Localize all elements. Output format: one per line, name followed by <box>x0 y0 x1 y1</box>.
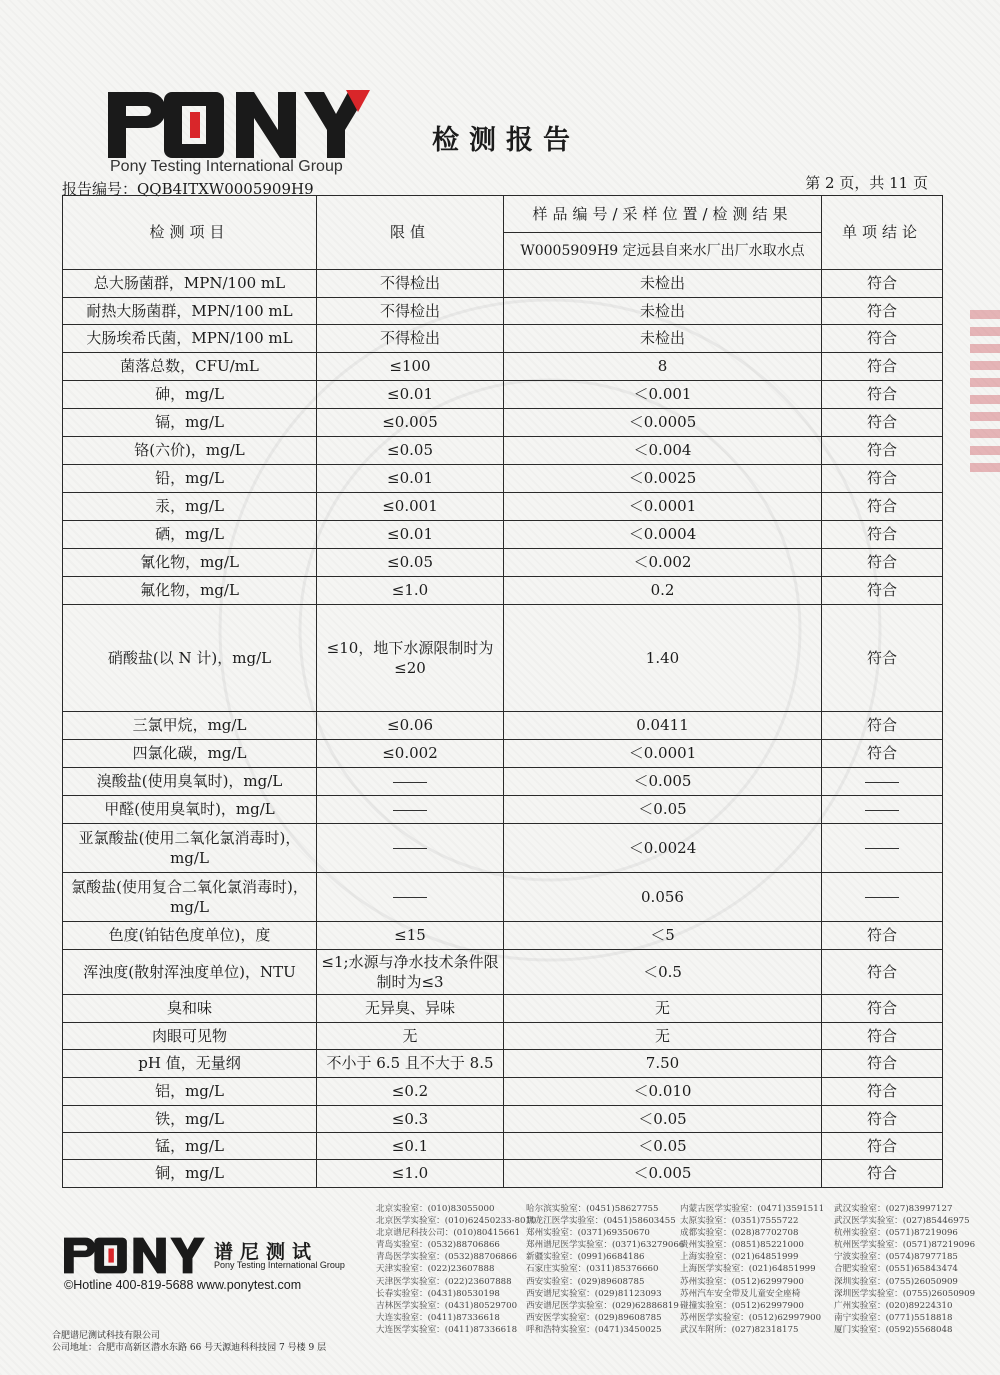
table-row <box>63 549 943 577</box>
cell-conclusion: 符合 <box>822 950 943 995</box>
lab-entry: 武汉医学实验室：(027)85446975 <box>834 1216 970 1227</box>
results-table <box>62 195 943 1188</box>
lab-entry: 碰撞实验室：(0512)62997900 <box>680 1300 804 1311</box>
col-header-conclusion: 单项结论 <box>822 196 943 270</box>
cell-conclusion <box>822 873 943 922</box>
table-row <box>63 922 943 950</box>
cell-result: ＜0.05 <box>504 1133 822 1160</box>
cell-result: ＜0.001 <box>504 381 822 409</box>
lab-entry: 杭州实验室：(0571)87219096 <box>834 1228 958 1239</box>
table-row <box>63 605 943 712</box>
empty-dash <box>865 810 899 811</box>
results-table-body <box>63 270 943 1188</box>
table-row <box>63 353 943 381</box>
cell-conclusion: 符合 <box>822 712 943 740</box>
lab-list-3 <box>680 1203 824 1336</box>
empty-dash <box>393 810 427 811</box>
lab-entry: 北京医学实验室：(010)62450233-8010 <box>376 1216 537 1227</box>
empty-dash <box>865 848 899 849</box>
cell-conclusion: 符合 <box>822 1078 943 1106</box>
company-name: 合肥谱尼测试科技有限公司 <box>52 1331 161 1341</box>
col-header-limit: 限值 <box>317 196 504 270</box>
table-row <box>63 796 943 824</box>
cell-result: 1.40 <box>504 605 822 712</box>
table-row <box>63 1078 943 1106</box>
lab-entry: 大连医学实验室：(0411)87336618 <box>376 1324 518 1335</box>
cell-limit: 无 <box>317 1023 504 1050</box>
cell-item: 耐热大肠菌群，MPN/100 mL <box>63 298 317 325</box>
cell-item: 氯酸盐(使用复合二氧化氯消毒时)，mg/L <box>63 873 317 922</box>
cell-conclusion: 符合 <box>822 549 943 577</box>
cell-conclusion <box>822 824 943 873</box>
cell-item: 臭和味 <box>63 995 317 1023</box>
cell-conclusion: 符合 <box>822 270 943 298</box>
cell-item: 铁，mg/L <box>63 1106 317 1133</box>
lab-entry: 深圳医学实验室：(0755)26050909 <box>834 1288 976 1299</box>
cell-conclusion: 符合 <box>822 1160 943 1188</box>
cell-item: 色度(铂钴色度单位)，度 <box>63 922 317 950</box>
page-number: 第 2 页，共 11 页 <box>805 174 928 192</box>
cell-limit: ≤0.06 <box>317 712 504 740</box>
cell-conclusion: 符合 <box>822 1106 943 1133</box>
lab-entry: 青岛医学实验室：(0532)88706866 <box>376 1252 518 1263</box>
cell-conclusion: 符合 <box>822 605 943 712</box>
table-row <box>63 1160 943 1188</box>
pony-logo <box>108 88 370 160</box>
cell-limit: ≤0.002 <box>317 740 504 768</box>
brand-subtitle: Pony Testing International Group <box>110 158 343 175</box>
cell-result: 无 <box>504 995 822 1023</box>
page-title: 检测报告 <box>432 125 580 156</box>
table-row <box>63 437 943 465</box>
cell-item: 氟化物，mg/L <box>63 577 317 605</box>
cell-conclusion: 符合 <box>822 298 943 325</box>
lab-entry: 吉林医学实验室：(0431)80529700 <box>376 1300 518 1311</box>
lab-entry: 新疆实验室：(0991)6684186 <box>526 1252 645 1263</box>
cell-result: 未检出 <box>504 325 822 353</box>
cell-item: 锰，mg/L <box>63 1133 317 1160</box>
lab-entry: 厦门实验室：(0592)5568048 <box>834 1324 953 1335</box>
cell-result: 未检出 <box>504 298 822 325</box>
cell-limit: ≤15 <box>317 922 504 950</box>
footer-hotline: ©Hotline 400-819-5688 www.ponytest.com <box>64 1278 302 1292</box>
cell-result: 7.50 <box>504 1050 822 1078</box>
cell-limit: ≤0.01 <box>317 381 504 409</box>
footer-company <box>52 1330 326 1354</box>
empty-dash <box>393 782 427 783</box>
cell-item: 溴酸盐(使用臭氧时)，mg/L <box>63 768 317 796</box>
lab-list-4 <box>834 1203 975 1336</box>
cell-item: 亚氯酸盐(使用二氧化氯消毒时)，mg/L <box>63 824 317 873</box>
cell-limit: ≤100 <box>317 353 504 381</box>
cell-conclusion: 符合 <box>822 1133 943 1160</box>
cell-item: 菌落总数，CFU/mL <box>63 353 317 381</box>
cell-result: ＜0.0004 <box>504 521 822 549</box>
cell-item: 镉，mg/L <box>63 409 317 437</box>
cell-result: ＜0.005 <box>504 768 822 796</box>
cell-limit: ≤0.01 <box>317 465 504 493</box>
cell-result: 8 <box>504 353 822 381</box>
table-row <box>63 1133 943 1160</box>
col-header-item: 检测项目 <box>63 196 317 270</box>
lab-entry: 北京实验室：(010)83055000 <box>376 1204 495 1214</box>
lab-entry: 北京谱尼科技公司：(010)80415661 <box>376 1228 521 1239</box>
cell-conclusion: 符合 <box>822 740 943 768</box>
table-row <box>63 325 943 353</box>
cell-result: ＜0.0001 <box>504 740 822 768</box>
report-number: 报告编号：QQB4ITXW0005909H9 <box>62 180 314 198</box>
table-row <box>63 873 943 922</box>
cell-item: 铬(六价)，mg/L <box>63 437 317 465</box>
table-row <box>63 409 943 437</box>
table-row <box>63 298 943 325</box>
cell-limit: 不得检出 <box>317 298 504 325</box>
table-row <box>63 995 943 1023</box>
lab-entry: 贵州实验室：(0851)85221000 <box>680 1240 804 1251</box>
cell-item: 铝，mg/L <box>63 1078 317 1106</box>
cell-limit: ≤0.2 <box>317 1078 504 1106</box>
cell-conclusion: 符合 <box>822 995 943 1023</box>
cell-result: ＜0.0005 <box>504 409 822 437</box>
cell-result: 无 <box>504 1023 822 1050</box>
cell-conclusion: 符合 <box>822 1023 943 1050</box>
cell-result: ＜0.05 <box>504 1106 822 1133</box>
cell-conclusion: 符合 <box>822 353 943 381</box>
lab-entry: 黑龙江医学实验室：(0451)58603455 <box>526 1216 676 1227</box>
lab-entry: 哈尔滨实验室：(0451)58627755 <box>526 1204 659 1214</box>
footer-pony-logo <box>64 1235 206 1275</box>
cell-item: 氰化物，mg/L <box>63 549 317 577</box>
lab-entry: 深圳实验室：(0755)26050909 <box>834 1276 958 1287</box>
cell-item: 硝酸盐(以 N 计)，mg/L <box>63 605 317 712</box>
lab-entry: 郑州实验室：(0371)69350670 <box>526 1228 650 1239</box>
cell-item: 大肠埃希氏菌，MPN/100 mL <box>63 325 317 353</box>
cell-result: ＜0.005 <box>504 1160 822 1188</box>
cell-item: 砷，mg/L <box>63 381 317 409</box>
cell-result: ＜0.002 <box>504 549 822 577</box>
lab-entry: 西安谱尼实验室：(029)81123093 <box>526 1288 662 1299</box>
lab-entry: 长春实验室：(0431)80530198 <box>376 1288 500 1299</box>
lab-list-1 <box>376 1203 536 1336</box>
cell-conclusion: 符合 <box>822 1050 943 1078</box>
cell-conclusion: 符合 <box>822 922 943 950</box>
cell-limit: ≤1.0 <box>317 1160 504 1188</box>
company-address: 公司地址：合肥市高新区潜水东路 66 号天源迪科科技园 7 号楼 9 层 <box>52 1343 327 1353</box>
empty-dash <box>865 782 899 783</box>
cell-limit <box>317 873 504 922</box>
table-row <box>63 950 943 995</box>
cell-result: ＜0.0025 <box>504 465 822 493</box>
cell-limit: ≤1;水源与净水技术条件限制时为≤3 <box>317 950 504 995</box>
cell-limit: ≤1.0 <box>317 577 504 605</box>
cell-item: pH 值，无量纲 <box>63 1050 317 1078</box>
lab-entry: 西安实验室：(029)89608785 <box>526 1276 645 1287</box>
cell-result: 0.056 <box>504 873 822 922</box>
cell-result: 0.0411 <box>504 712 822 740</box>
lab-entry: 西安医学实验室：(029)89608785 <box>526 1312 662 1323</box>
lab-entry: 武汉车附所：(027)82318175 <box>680 1324 799 1335</box>
cell-limit <box>317 768 504 796</box>
table-row <box>63 824 943 873</box>
table-row <box>63 768 943 796</box>
cell-limit: ≤0.1 <box>317 1133 504 1160</box>
lab-entry: 郑州谱尼医学实验室：(0371)63279066 <box>526 1240 685 1251</box>
cell-result: 0.2 <box>504 577 822 605</box>
cell-conclusion: 符合 <box>822 437 943 465</box>
table-row <box>63 1023 943 1050</box>
cell-conclusion: 符合 <box>822 493 943 521</box>
cell-limit <box>317 824 504 873</box>
cell-limit: ≤0.005 <box>317 409 504 437</box>
lab-entry: 苏州实验室：(0512)62997900 <box>680 1276 804 1287</box>
cell-limit: 不小于 6.5 且不大于 8.5 <box>317 1050 504 1078</box>
footer-brand-en: Pony Testing International Group <box>214 1260 345 1270</box>
lab-entry: 苏州医学实验室：(0512)62997900 <box>680 1312 822 1323</box>
lab-entry: 青岛实验室：(0532)88706866 <box>376 1240 500 1251</box>
lab-entry: 太原实验室：(0351)7555722 <box>680 1216 799 1227</box>
lab-entry: 合肥实验室：(0551)65843474 <box>834 1264 958 1275</box>
cell-item: 甲醛(使用臭氧时)，mg/L <box>63 796 317 824</box>
cell-limit: ≤0.01 <box>317 521 504 549</box>
table-row <box>63 1106 943 1133</box>
cell-conclusion: 符合 <box>822 465 943 493</box>
lab-entry: 西安谱尼医学实验室：(029)62886819 <box>526 1300 679 1311</box>
cell-conclusion: 符合 <box>822 325 943 353</box>
lab-entry: 天津实验室：(022)23607888 <box>376 1264 495 1275</box>
cell-limit: ≤0.001 <box>317 493 504 521</box>
col-header-sample: 样品编号/采样位置/检测结果 <box>504 196 822 233</box>
cell-item: 铜，mg/L <box>63 1160 317 1188</box>
cell-conclusion: 符合 <box>822 521 943 549</box>
table-row <box>63 740 943 768</box>
cell-item: 三氯甲烷，mg/L <box>63 712 317 740</box>
paging-seal-mark <box>970 310 1000 480</box>
table-row <box>63 381 943 409</box>
lab-entry: 上海实验室：(021)64851999 <box>680 1252 799 1263</box>
footer-brand-cn: 谱尼测试 <box>214 1241 319 1263</box>
cell-result: ＜0.5 <box>504 950 822 995</box>
lab-entry: 天津医学实验室：(022)23607888 <box>376 1276 512 1287</box>
cell-item: 浑浊度(散射浑浊度单位)，NTU <box>63 950 317 995</box>
cell-conclusion: 符合 <box>822 409 943 437</box>
cell-item: 汞，mg/L <box>63 493 317 521</box>
empty-dash <box>393 848 427 849</box>
cell-item: 总大肠菌群，MPN/100 mL <box>63 270 317 298</box>
lab-entry: 苏州汽车安全带及儿童安全座椅 <box>680 1288 801 1299</box>
cell-limit: ≤0.05 <box>317 437 504 465</box>
lab-entry: 内蒙古医学实验室：(0471)3591511 <box>680 1204 825 1214</box>
cell-result: ＜0.010 <box>504 1078 822 1106</box>
lab-entry: 上海医学实验室：(021)64851999 <box>680 1264 816 1275</box>
cell-result: 未检出 <box>504 270 822 298</box>
lab-entry: 宁波实验室：(0574)87977185 <box>834 1252 958 1263</box>
cell-item: 铅，mg/L <box>63 465 317 493</box>
empty-dash <box>865 897 899 898</box>
cell-item: 硒，mg/L <box>63 521 317 549</box>
lab-entry: 大连实验室：(0411)87336618 <box>376 1312 500 1323</box>
cell-conclusion: 符合 <box>822 577 943 605</box>
col-header-sample-id: W0005909H9 定远县自来水厂出厂水取水点 <box>504 233 822 270</box>
table-row <box>63 712 943 740</box>
cell-conclusion <box>822 768 943 796</box>
table-row <box>63 270 943 298</box>
cell-limit: ≤10，地下水源限制时为≤20 <box>317 605 504 712</box>
lab-entry: 杭州医学实验室：(0571)87219096 <box>834 1240 976 1251</box>
cell-result: ＜0.0001 <box>504 493 822 521</box>
cell-result: ＜0.0024 <box>504 824 822 873</box>
lab-entry: 呼和浩特实验室：(0471)3450025 <box>526 1324 662 1335</box>
table-row <box>63 521 943 549</box>
cell-conclusion <box>822 796 943 824</box>
cell-limit: 不得检出 <box>317 270 504 298</box>
cell-result: ＜0.004 <box>504 437 822 465</box>
table-row <box>63 493 943 521</box>
lab-entry: 南宁实验室：(0771)5518818 <box>834 1312 953 1323</box>
lab-list-2 <box>526 1203 684 1336</box>
lab-entry: 广州实验室：(020)89224310 <box>834 1300 953 1311</box>
cell-limit: 无异臭、异味 <box>317 995 504 1023</box>
table-row <box>63 1050 943 1078</box>
cell-item: 肉眼可见物 <box>63 1023 317 1050</box>
cell-result: ＜0.05 <box>504 796 822 824</box>
cell-item: 四氯化碳，mg/L <box>63 740 317 768</box>
lab-entry: 武汉实验室：(027)83997127 <box>834 1204 953 1214</box>
cell-conclusion: 符合 <box>822 381 943 409</box>
cell-result: ＜5 <box>504 922 822 950</box>
empty-dash <box>393 897 427 898</box>
cell-limit: 不得检出 <box>317 325 504 353</box>
lab-entry: 石家庄实验室：(0311)85376660 <box>526 1264 659 1275</box>
table-row <box>63 465 943 493</box>
table-row <box>63 577 943 605</box>
lab-entry: 成都实验室：(028)87702708 <box>680 1228 799 1239</box>
cell-limit: ≤0.05 <box>317 549 504 577</box>
cell-limit: ≤0.3 <box>317 1106 504 1133</box>
cell-limit <box>317 796 504 824</box>
